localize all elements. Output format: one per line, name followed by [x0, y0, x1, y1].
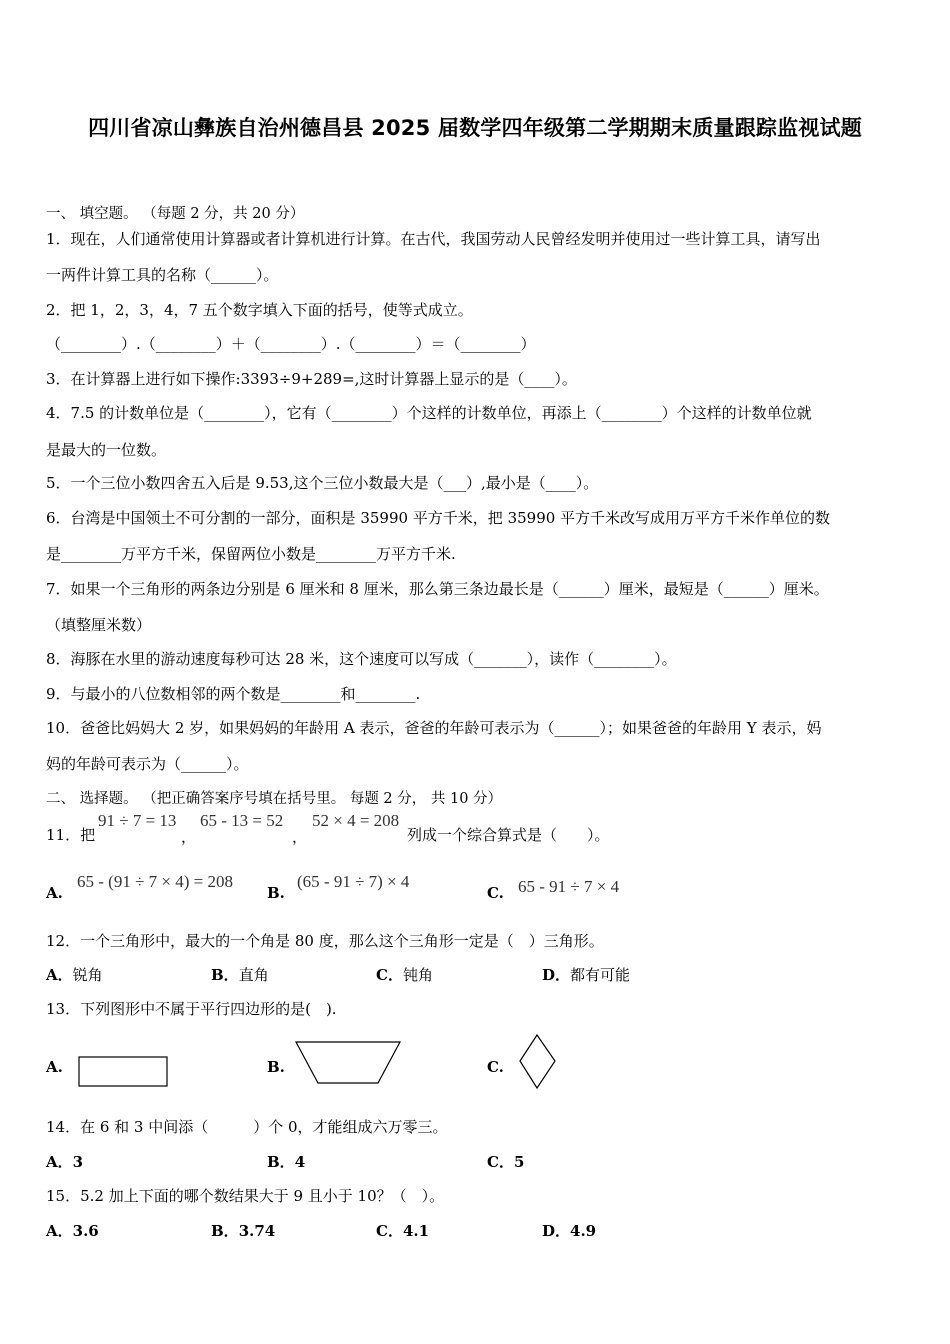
q11-expr3: 52 × 4 = 208	[312, 811, 400, 830]
q15-option-a[interactable]	[46, 1220, 99, 1241]
q15-option-b-text: 3.74	[238, 1222, 276, 1240]
q14-option-a-label: A．	[46, 1153, 73, 1171]
q12-stem: 12．一个三角形中，最大的一个角是 80 度，那么这个三角形一定是（ ）三角形。	[46, 932, 604, 950]
q11-option-c-label: C.	[487, 884, 504, 902]
q14-option-b[interactable]	[267, 1151, 305, 1172]
q14-option-c-label: C．	[487, 1153, 514, 1171]
q5-line1: 5．一个三位小数四舍五入后是 9.53,这个三位小数最大是（___）,最小是（____）。	[46, 474, 599, 492]
q13-option-b-label: B.	[267, 1058, 285, 1076]
q13-stem: 13．下列图形中不属于平行四边形的是( ).	[46, 1000, 337, 1018]
q15-stem: 15．5.2 加上下面的哪个数结果大于 9 且小于 10？（ ）。	[46, 1187, 445, 1205]
q12-option-b[interactable]	[211, 964, 269, 985]
q11-prefix: 11．把	[46, 826, 96, 844]
q13-option-c-label: C.	[487, 1058, 504, 1076]
q13-option-a-label: A.	[46, 1058, 63, 1076]
q10-line2: 妈的年龄可表示为（______）。	[46, 755, 249, 773]
q9-line1: 9．与最小的八位数相邻的两个数是________和________.	[46, 685, 421, 703]
q14-stem: 14．在 6 和 3 中间添（ ）个 0，才能组成六万零三。	[46, 1118, 448, 1136]
q15-option-d-text: 4.9	[570, 1222, 597, 1240]
q11-option-a-expr[interactable]: 65 - (91 ÷ 7 × 4) = 208	[77, 872, 233, 891]
q14-option-b-label: B．	[267, 1153, 295, 1171]
q12-option-d[interactable]	[542, 964, 630, 985]
q13-trapezoid-shape[interactable]	[294, 1040, 404, 1086]
q15-option-c[interactable]	[376, 1220, 429, 1241]
section2-header: 二、 选择题。 （把正确答案序号填在括号里。 每题 2 分， 共 10 分）	[46, 791, 503, 807]
q11-comma1: ，	[181, 828, 197, 846]
q15-option-b[interactable]	[211, 1220, 275, 1241]
q15-option-b-label: B．	[211, 1222, 239, 1240]
q7-line2: （填整厘米数）	[46, 616, 152, 634]
q11-option-c-expr[interactable]: 65 - 91 ÷ 7 × 4	[518, 877, 620, 896]
q15-option-c-label: C．	[376, 1222, 403, 1240]
q15-option-d-label: D．	[542, 1222, 571, 1240]
q7-line1: 7．如果一个三角形的两条边分别是 6 厘米和 8 厘米，那么第三条边最长是（______）厘米，最短是（______）厘米。	[46, 580, 829, 598]
q14-option-c[interactable]	[487, 1151, 524, 1172]
q4-line2: 是最大的一位数。	[46, 441, 167, 459]
q11-suffix: 列成一个综合算式是（ ）。	[407, 826, 610, 844]
q15-option-d[interactable]	[542, 1220, 596, 1241]
page-title: 四川省凉山彝族自治州德昌县 2025 届数学四年级第二学期期末质量跟踪监视试题	[88, 116, 862, 140]
q6-line2: 是________万平方千米，保留两位小数是________万平方千米.	[46, 545, 456, 563]
q6-line1: 6．台湾是中国领土不可分割的一部分，面积是 35990 平方千米，把 35990 平方千米改写成用万平方千米作单位的数	[46, 509, 831, 527]
q3-line1: 3．在计算器上进行如下操作:3393÷9+289=,这时计算器上显示的是（____）。	[46, 370, 577, 388]
q8-line1: 8．海豚在水里的游动速度每秒可达 28 米，这个速度可以写成（_______），读作（________）。	[46, 650, 677, 668]
q12-option-a-text: 锐角	[72, 966, 103, 984]
q10-line1: 10．爸爸比妈妈大 2 岁，如果妈妈的年龄用 A 表示，爸爸的年龄可表示为（______）；如果爸爸的年龄用 Y 表示，妈	[46, 719, 822, 737]
q11-option-b-label: B.	[267, 884, 285, 902]
q12-option-c[interactable]	[376, 964, 433, 985]
q1-line1: 1．现在，人们通常使用计算器或者计算机进行计算。在古代，我国劳动人民曾经发明并使用过一些计算工具，请写出	[46, 230, 821, 248]
q12-option-c-text: 钝角	[402, 966, 433, 984]
q12-option-b-text: 直角	[238, 966, 269, 984]
q11-option-b-expr[interactable]: (65 - 91 ÷ 7) × 4	[297, 872, 410, 891]
section1-header: 一、 填空题。 （每题 2 分，共 20 分）	[46, 206, 305, 222]
q14-option-c-text: 5	[513, 1153, 525, 1171]
q11-expr1: 91 ÷ 7 = 13	[98, 811, 177, 830]
q14-option-a[interactable]	[46, 1151, 83, 1172]
q14-option-a-text: 3	[72, 1153, 84, 1171]
q13-rectangle-shape[interactable]	[78, 1056, 170, 1090]
q12-option-a[interactable]	[46, 964, 103, 985]
q1-line2: 一两件计算工具的名称（______）。	[46, 266, 279, 284]
q15-option-a-label: A．	[46, 1222, 73, 1240]
q12-option-d-label: D．	[542, 966, 571, 984]
q2-line1: 2．把 1，2，3，4，7 五个数字填入下面的括号，使等式成立。	[46, 301, 473, 319]
q12-option-c-label: C．	[376, 966, 403, 984]
q14-option-b-text: 4	[294, 1153, 306, 1171]
q2-line2: （________）.（________）＋（________）.（________）＝（________）	[46, 335, 536, 353]
q11-option-a-label: A.	[46, 884, 63, 902]
q11-expr2: 65 - 13 = 52	[200, 811, 284, 830]
q12-option-b-label: B．	[211, 966, 239, 984]
q15-option-c-text: 4.1	[402, 1222, 430, 1240]
q13-rhombus-shape[interactable]	[518, 1033, 558, 1091]
q4-line1: 4．7.5 的计数单位是（________），它有（________）个这样的计数单位，再添上（________）个这样的计数单位就	[46, 404, 812, 422]
q11-comma2: ，	[292, 828, 308, 846]
q15-option-a-text: 3.6	[72, 1222, 99, 1240]
q12-option-d-text: 都有可能	[570, 966, 631, 984]
q12-option-a-label: A．	[46, 966, 73, 984]
